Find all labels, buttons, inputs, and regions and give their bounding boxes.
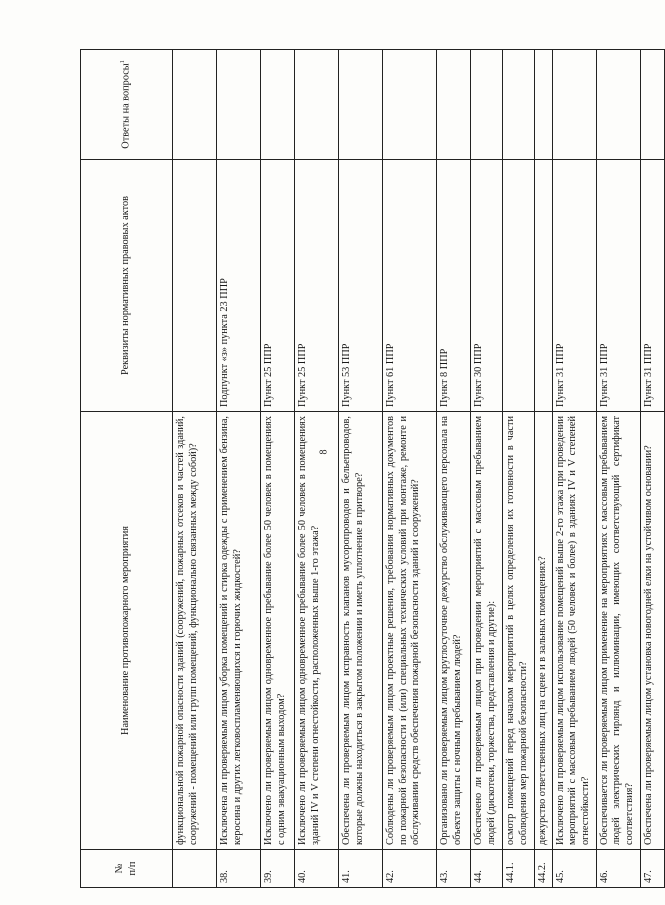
- row-measure-text: Исключено ли проверяемым лицом одновременное пребывание более 50 человек в помещениях с одним эвакуационным выходом?: [261, 412, 295, 850]
- row-answer: [640, 50, 664, 160]
- row-measure-text: Организовано ли проверяемым лицом круглосуточное дежурство обслуживающего персонала на объекте защиты с ночным пребыванием людей?: [437, 412, 471, 850]
- table-row: [261, 50, 295, 888]
- row-number: 46.: [596, 850, 640, 888]
- row-legal-reference: [503, 160, 535, 412]
- row-legal-reference: Пункт 31 ППР: [552, 160, 596, 412]
- row-number: 45.: [552, 850, 596, 888]
- row-number: 43.: [437, 850, 471, 888]
- row-legal-reference: Пункт 31 ППР: [640, 160, 664, 412]
- row-answer: [383, 50, 437, 160]
- row-number: 41.: [339, 850, 383, 888]
- table-row: [503, 50, 535, 888]
- row-answer: [552, 50, 596, 160]
- row-answer: [295, 50, 339, 160]
- row-measure-text: функциональной пожарной опасности зданий (сооружений, пожарных отсеков и частей зданий, сооружений - помещений или групп помещений, функционально связанных между собой)?: [173, 412, 217, 850]
- row-measure-text: дежурство ответственных лиц на сцене и в зальных помещениях?: [535, 412, 553, 850]
- row-answer: [339, 50, 383, 160]
- row-legal-reference: Подпункт «з» пункта 23 ППР: [217, 160, 261, 412]
- row-measure-text: Обеспечивается ли проверяемым лицом применение на мероприятиях с массовым пребыванием людей электрических гирлянд и иллюминации, имеющих соответствующий сертификат соответствия?: [596, 412, 640, 850]
- row-measure-text: Обеспечено ли проверяемым лицом при проведении мероприятий с массовым пребыванием людей (дискотеки, торжества, представления и другие):: [471, 412, 503, 850]
- header-name: Наименование противопожарного мероприятия: [81, 412, 173, 850]
- row-answer: [437, 50, 471, 160]
- row-measure-text: Исключено ли проверяемым лицом одновременное пребывание более 50 человек в помещениях зданий IV и V степени огнестойкости, расположенных выше 1-го этажа?: [295, 412, 339, 850]
- document-sheet: [80, 50, 654, 888]
- page-number: 8: [318, 449, 330, 455]
- row-legal-reference: Пункт 31 ППР: [596, 160, 640, 412]
- table-row: [339, 50, 383, 888]
- table-row: [437, 50, 471, 888]
- row-number: 44.1.: [503, 850, 535, 888]
- row-measure-text: Исключено ли проверяемым лицом использование помещений выше 2-го этажа при проведении мероприятий с массовым пребыванием людей (50 человек и более) в зданиях IV и V степеней огнестойкости?: [552, 412, 596, 850]
- table-header-row: [81, 50, 173, 888]
- row-legal-reference: Пункт 25 ППР: [261, 160, 295, 412]
- table-row: [640, 50, 664, 888]
- table-row: [295, 50, 339, 888]
- row-answer: [261, 50, 295, 160]
- row-legal-reference: Пункт 53 ППР: [339, 160, 383, 412]
- row-number: [173, 850, 217, 888]
- footnote-marker: 1: [120, 60, 127, 64]
- row-answer: [503, 50, 535, 160]
- table-row: [596, 50, 640, 888]
- table-row: [217, 50, 261, 888]
- row-measure-text: осмотр помещений перед началом мероприятий в целях определения их готовности в части соблюдения мер пожарной безопасности?: [503, 412, 535, 850]
- row-legal-reference: Пункт 61 ППР: [383, 160, 437, 412]
- row-legal-reference: [173, 160, 217, 412]
- row-number: 44.: [471, 850, 503, 888]
- row-answer: [217, 50, 261, 160]
- row-number: 44.2.: [535, 850, 553, 888]
- table-row: [173, 50, 217, 888]
- row-answer: [471, 50, 503, 160]
- row-number: 39.: [261, 850, 295, 888]
- row-number: 40.: [295, 850, 339, 888]
- row-legal-reference: Пункт 25 ППР: [295, 160, 339, 412]
- table-row: [471, 50, 503, 888]
- header-answer: [81, 50, 173, 160]
- row-number: 38.: [217, 850, 261, 888]
- table-row: [535, 50, 553, 888]
- header-ref: Реквизиты нормативных правовых актов: [81, 160, 173, 412]
- checklist-table: [80, 49, 665, 888]
- row-answer: [173, 50, 217, 160]
- header-num: № п/п: [81, 850, 173, 888]
- row-number: 42.: [383, 850, 437, 888]
- header-answer-label: Ответы на вопросы: [120, 63, 132, 149]
- row-legal-reference: Пункт 30 ППР: [471, 160, 503, 412]
- table-row: [552, 50, 596, 888]
- row-measure-text: Соблюдены ли проверяемым лицом проектные решения, требования нормативных документов по пожарной безопасности и (или) специальных технических условий при монтаже, ремонте и обслуживании средств обеспечения пожарной безопасности зданий и сооружений?: [383, 412, 437, 850]
- row-answer: [535, 50, 553, 160]
- row-number: 47.: [640, 850, 664, 888]
- row-measure-text: Обеспечена ли проверяемым лицом установка новогодней елки на устойчивом основании?: [640, 412, 664, 850]
- row-legal-reference: Пункт 8 ППР: [437, 160, 471, 412]
- row-measure-text: Обеспечена ли проверяемым лицом исправность клапанов мусоропроводов и бельепроводов, которые должны находиться в закрытом положении и иметь уплотнение в притворе?: [339, 412, 383, 850]
- row-measure-text: Исключена ли проверяемым лицом уборка помещений и стирка одежды с применением бензина, керосина и других легковоспламеняющихся и горючих жидкостей?: [217, 412, 261, 850]
- row-legal-reference: [535, 160, 553, 412]
- row-answer: [596, 50, 640, 160]
- table-row: [383, 50, 437, 888]
